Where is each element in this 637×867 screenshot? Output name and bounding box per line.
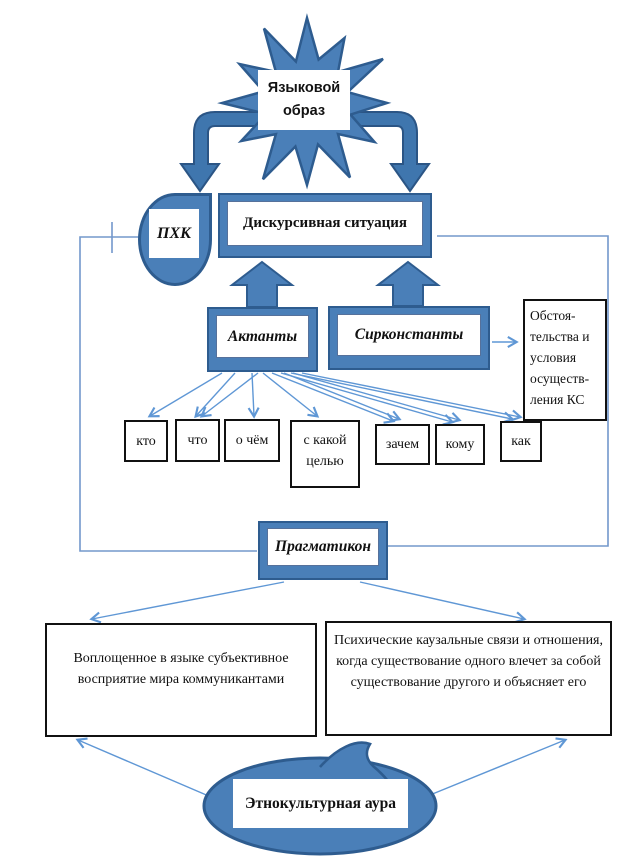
left-note-text: Воплощенное в языке субъективное восприятие мира коммуникантами bbox=[73, 651, 289, 687]
actants-node bbox=[207, 307, 318, 372]
ethnocultural-aura-label: Этнокультурная аура bbox=[245, 794, 396, 812]
question-box-kto: кто bbox=[124, 420, 168, 462]
language-image-label: Языковой образ bbox=[267, 79, 341, 119]
question-box-s-kakoy-celyu: с какой целью bbox=[290, 420, 360, 488]
block-up-arrows bbox=[232, 262, 438, 307]
arrow-aura-left bbox=[78, 740, 211, 797]
question-box-zachem: зачем bbox=[375, 424, 430, 465]
up-arrow-actants bbox=[232, 262, 292, 307]
arrow-pragmaticon-left bbox=[92, 582, 284, 619]
circonstants-label: Сирконстанты bbox=[354, 326, 464, 343]
arrow-pragmaticon-right bbox=[360, 582, 524, 619]
circonstants-node bbox=[328, 306, 490, 370]
question-box-chto: что bbox=[175, 419, 220, 462]
pragmaticon-node bbox=[258, 521, 388, 580]
circumstances-node bbox=[523, 299, 607, 421]
right-note-box bbox=[325, 621, 612, 736]
curved-arrow-right bbox=[352, 112, 429, 191]
actants-label: Актанты bbox=[227, 327, 298, 345]
left-note-box bbox=[45, 623, 317, 737]
pragmaticon-label: Прагматикон bbox=[275, 538, 371, 555]
discursive-situation-node bbox=[218, 193, 432, 258]
phk-label: ПХК bbox=[157, 224, 191, 242]
discursive-situation-label: Дискурсивная ситуация bbox=[243, 215, 407, 231]
language-image-node bbox=[258, 70, 350, 130]
curved-arrow-left bbox=[181, 112, 262, 191]
question-box-komu: кому bbox=[435, 424, 485, 465]
circumstances-label: Обстоя- тельства и условия осуществ- ления КС bbox=[530, 308, 590, 407]
question-box-o-chem: о чём bbox=[224, 419, 280, 462]
up-arrow-circonstants bbox=[378, 262, 438, 306]
question-box-kak: как bbox=[500, 421, 542, 462]
phk-node bbox=[149, 209, 199, 258]
arrow-aura-right bbox=[430, 740, 565, 795]
ethnocultural-aura-node bbox=[233, 779, 408, 828]
right-note-text: Психические каузальные связи и отношения, когда существование одного влечет за собой существование другого и объясняет его bbox=[333, 633, 603, 690]
